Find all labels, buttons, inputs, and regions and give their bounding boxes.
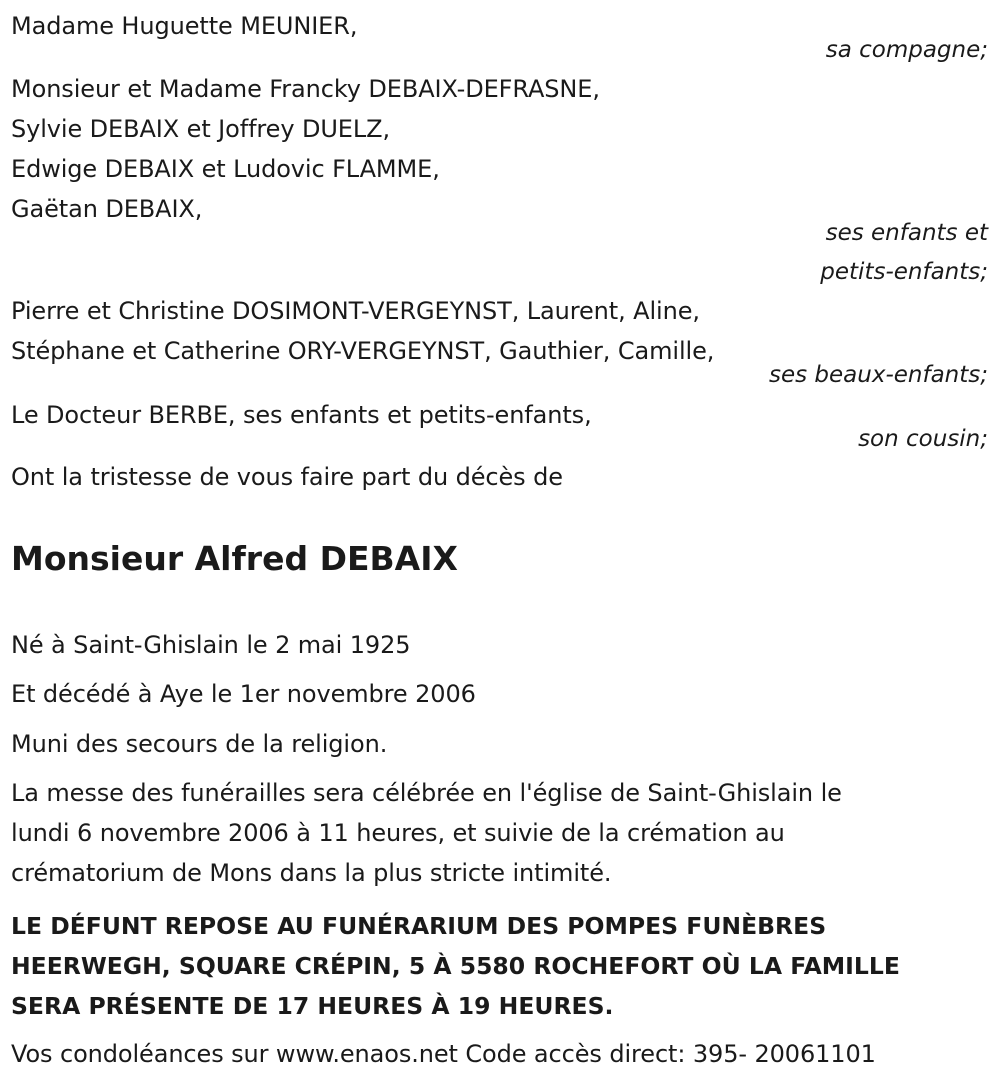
notice-line: HEERWEGH, SQUARE CRÉPIN, 5 À 5580 ROCHEFORT OÙ LA FAMILLE	[11, 952, 900, 980]
in-law-line: Pierre et Christine DOSIMONT-VERGEYNST, Laurent, Aline,	[11, 297, 700, 325]
cousin-relation: son cousin;	[858, 426, 988, 452]
child-line: Gaëtan DEBAIX,	[11, 195, 203, 223]
children-relation: petits-enfants;	[820, 259, 988, 285]
funeral-line: crématorium de Mons dans la plus stricte intimité.	[11, 859, 612, 887]
notice-line: SERA PRÉSENTE DE 17 HEURES À 19 HEURES.	[11, 992, 614, 1020]
notice-line: LE DÉFUNT REPOSE AU FUNÉRARIUM DES POMPES FUNÈBRES	[11, 912, 827, 940]
funeral-line: lundi 6 novembre 2006 à 11 heures, et suivie de la crémation au	[11, 819, 785, 847]
visitation-notice	[11, 906, 971, 1026]
announcement: Ont la tristesse de vous faire part du décès de	[11, 463, 563, 491]
cousin-name: Le Docteur BERBE, ses enfants et petits-enfants,	[11, 401, 592, 429]
condolences-line: Vos condoléances sur www.enaos.net Code accès direct: 395- 20061101	[11, 1040, 876, 1068]
birth-line: Né à Saint-Ghislain le 2 mai 1925	[11, 631, 411, 659]
in-laws-relation: ses beaux-enfants;	[768, 362, 988, 388]
deceased-name: Monsieur Alfred DEBAIX	[11, 539, 458, 578]
funeral-line: La messe des funérailles sera célébrée en l'église de Saint-Ghislain le	[11, 779, 842, 807]
sacraments-line: Muni des secours de la religion.	[11, 730, 388, 758]
companion-name: Madame Huguette MEUNIER,	[11, 12, 358, 40]
death-line: Et décédé à Aye le 1er novembre 2006	[11, 680, 476, 708]
in-law-line: Stéphane et Catherine ORY-VERGEYNST, Gauthier, Camille,	[11, 337, 715, 365]
child-line: Sylvie DEBAIX et Joffrey DUELZ,	[11, 115, 391, 143]
companion-relation: sa compagne;	[825, 37, 988, 63]
children-relation: ses enfants et	[825, 220, 988, 246]
child-line: Monsieur et Madame Francky DEBAIX-DEFRASNE,	[11, 75, 600, 103]
child-line: Edwige DEBAIX et Ludovic FLAMME,	[11, 155, 440, 183]
